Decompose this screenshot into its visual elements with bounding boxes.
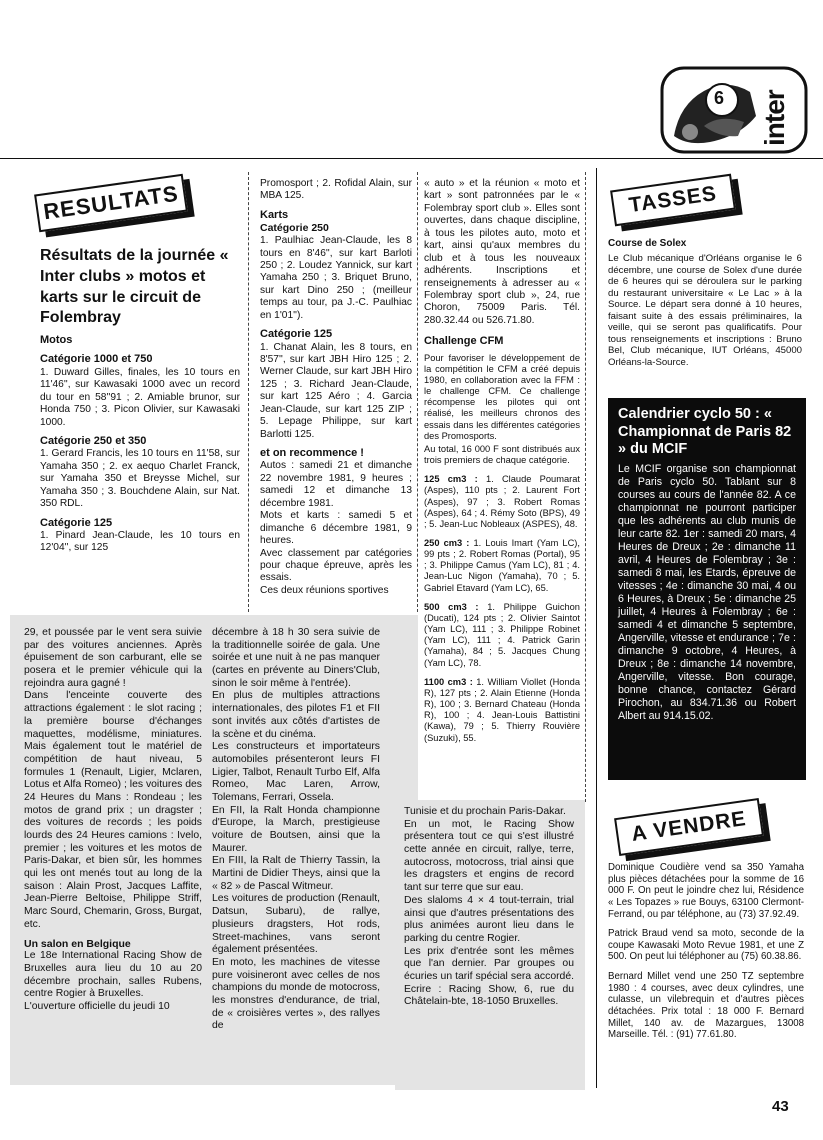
subheading: Motos xyxy=(40,334,73,346)
inter-logo xyxy=(660,66,808,154)
paragraph: Les voitures de production (Renault, Datsun, Subaru), de rallye, plusieurs dragsters, Hot rods, Street-machines, vans seront également présentées. xyxy=(212,893,380,956)
paragraph: 1. Gerard Francis, les 10 tours en 11'58, sur Yamaha 350 ; 2. ex aequo Charlet Franck, sur Yamaha 350 et Breysse Michel, sur Yamaha 350 ; 3. Bouchdene Alain, sur Nat. 350 RDL. xyxy=(40,448,240,510)
challenge-result-text: 1. Claude Poumarat (Aspes), 110 pts ; 2. Laurent Fort (Aspes), 97 ; 3. Robert Romas (Aspes), 64 ; 4. Rémy Soto (BPS), 49 ; 5. Jean-Luc Nobleaux (ASPES), 48. xyxy=(424,474,580,529)
subheading: Catégorie 125 xyxy=(40,516,113,529)
resultats-banner: RESULTATS xyxy=(34,174,188,233)
paragraph: En un mot, le Racing Show présentera tout ce qui s'est illustré cette année en circuit, rallye, terre, autocross, motocross, trial ainsi que les dragsters et engins de record tant sur terre que sur eau. xyxy=(404,818,574,894)
paragraph: Les prix d'entrée sont les mêmes que l'an dernier. Par groupes ou écuries un tarif spécial sera accordé. Ecrire : Racing Show, 6, rue du Châtelain-bte, 18-1050 Bruxelles. xyxy=(404,945,574,1008)
subheading: Un salon en Belgique xyxy=(24,937,131,950)
paragraph: Le 18e International Racing Show de Bruxelles aura lieu du 10 au 20 décembre prochain, salles Rubens, centre Rogier à Bruxelles. xyxy=(24,950,202,1000)
challenge-result-category: 250 cm3 : xyxy=(424,538,470,548)
resultats-column-1 xyxy=(40,328,240,555)
avendre-column xyxy=(608,862,804,1049)
header-rule xyxy=(0,158,823,159)
avendre-banner: A VENDRE xyxy=(614,798,764,856)
paragraph: Dans l'enceinte couverte des attractions également : le slot racing ; la première bourse d'échanges maquettes, modélisme, miniatures. Mais également tout le matériel de compétition de haut niveau, 5 formules 1 (Renault, Ligier, Mclaren, Lotus et Alfa Romeo) ; les voitures des 24 Heures du Mans : Rondeau ; les motos de grand prix ; un dragster ; des voitures de records ; les poids lourds des 24 Heures camions : Ivelo, premier ; les voitures et les motos de Paris-Dakar, et bien sûr, les hommes qui les ont menés tout au long de la saison : Alain Prost, Jacques Laffite, Jean-Pierre Beltoise, Philippe Striff, Marc Sourd, Chemarin, Gross, Burgat, etc. xyxy=(24,690,202,930)
separator-dashed xyxy=(417,172,418,612)
racing-column-3 xyxy=(404,806,574,1009)
classified-ad: Dominique Coudière vend sa 350 Yamaha plus pièces détachées pour la somme de 16 000 F. On peut le joindre chez lui, Résidence « Les Topazes » rue Bouys, 63100 Clermont-Ferrand, ou par téléphone, au (73) 37.92.49. xyxy=(608,862,804,920)
subheading: et on recommence ! xyxy=(260,447,364,460)
challenge-result-category: 1100 cm3 : xyxy=(424,676,473,687)
paragraph: 29, et poussée par le vent sera suivie par des voitures anciennes. Après épuisement de son carburant, elle se posera et le premier véhicule qui la rejoindra aura gagné ! xyxy=(24,627,202,689)
resultats-column-2 xyxy=(260,178,412,597)
subheading: Karts xyxy=(260,208,289,221)
challenge-result xyxy=(424,474,580,530)
calendrier-title: Calendrier cyclo 50 : « Championnat de Paris 82 » du MCIF xyxy=(618,406,792,458)
separator-dashed xyxy=(248,172,249,612)
paragraph: Tunisie et du prochain Paris-Dakar. xyxy=(404,806,566,817)
resultats-headline: Résultats de la journée « Inter clubs » motos et karts sur le circuit de Folembray xyxy=(40,247,229,327)
challenge-results xyxy=(424,474,580,743)
tasses-column xyxy=(608,238,802,368)
subheading: Catégorie 250 xyxy=(260,222,329,235)
tasses-title: Course de Solex xyxy=(608,238,687,249)
paragraph: 1. Chanat Alain, les 8 tours, en 8'57'', sur kart JBH Hiro 125 ; 2. Werner Claude, sur kart JBH Hiro 125 ; 3. Richard Jean-Claude, sur kart 125 Aéro ; 4. Garcia Jean-Claude, sur kart 125 ZIP ; 5. Lepage Philippe, sur kart Barlotti 125. xyxy=(260,341,412,440)
subheading: Catégorie 125 xyxy=(260,328,333,341)
tasses-body: Le Club mécanique d'Orléans organise le 6 décembre, une course de Solex d'une durée de 6 heures qui se déroulera sur le parking du restaurant universitaire « Le Lac » à la Source. Le départ sera donné à 10 heures, faisant suite à des essais préliminaires, la veille, qui se seront pas qualificatifs. Pour tous renseignements et inscriptions : Bruno Bel, Club mécanique, IUT Orléans, 45000 Orléans-la-Source. xyxy=(608,253,802,368)
challenge-result-text: 1. Philippe Guichon (Ducati), 124 pts ; 2. Olivier Saintot (Yam LC), 111 ; 3. Philippe Robinet (Yam LC), 111 ; 4. Patrick Garin (Yamaha), 84 ; 5. Jacques Chung (Yam LC), 78. xyxy=(424,601,580,668)
paragraph: 1. Pinard Jean-Claude, les 10 tours en 12'04'', sur 125 xyxy=(40,530,240,554)
column-rule-right xyxy=(596,168,597,1088)
challenge-result-text: 1. Louis Imart (Yam LC), 99 pts ; 2. Robert Romas (Portal), 95 ; 3. Philippe Camus (Yam LC), 81 ; 4. Jean-Luc Nigon (Yamaha), 70 ; 5. Gabriel Etavard (Yam LC), 65. xyxy=(424,538,580,593)
classified-ad: Bernard Millet vend une 250 TZ septembre 1980 : 4 courses, avec deux cylindres, une culasse, un vilebrequin et d'autres pièces détachées. Prix total : 18 000 F. Bernard Millet, 140 av. de Mazargues, 13008 Marseille. Tél. : (91) 77.61.80. xyxy=(608,971,804,1041)
logo-number: 6 xyxy=(714,88,725,108)
paragraph: décembre à 18 h 30 sera suivie de la traditionnelle soirée de gala. Une soirée et une nuit à ne pas manquer (cartes en prévente au Diners'Club, sinon le soir même à l'entrée). xyxy=(212,627,380,689)
subheading: Catégorie 250 et 350 xyxy=(40,435,147,447)
paragraph: Ces deux réunions sportives xyxy=(260,584,389,596)
challenge-result xyxy=(424,538,580,594)
challenge-intro: « auto » et la réunion « moto et kart » sont patronnées par le « Folembray sport club ». Elles sont ouvertes, dans chaque discipline, à tous les pilotes auto, moto et kart, ainsi qu'aux membres du club et à tous les nouveaux adhérents. Inscriptions et renseignements à adresser au « Folembray sport club », 24, rue Choron, 75009 Paris. Tél. 280.32.44 ou 526.71.80. xyxy=(424,178,580,326)
paragraph: Les constructeurs et importateurs automobiles présenteront leurs FI Ligier, Talbot, Renault Turbo Elf, Alfa Romeo, Mac Laren, Arrow, Tolemans, Ferrari, Ossela. xyxy=(212,741,380,803)
subheading: Catégorie 1000 et 750 xyxy=(40,353,153,366)
paragraph: En moto, les machines de vitesse pure voisineront avec celles de nos champions du monde de motocross, les monstres d'endurance, de trial, de « croisières vertes », des rallyes de xyxy=(212,956,380,1032)
paragraph: En FII, la Ralt Honda championne d'Europe, la March, prestigieuse voiture de Boutsen, ainsi que la Maurer. xyxy=(212,804,380,854)
calendrier-body: Le MCIF organise son championnat de Paris cyclo 50. Tablant sur 8 courses au cours de l'année 82. A ce championnat ne pourront participer que les adhérents au club munis de leur carte 82. 1er : samedi 20 mars, 4 Heures de Dreux ; 2e : dimanche 11 avril, 4 Heures de Folembray ; 3e : samedi 8 mai, les Etards, épreuve de vitesses ; 4e : dimanche 30 mai, 4 ou 6 Heures, à Dreux ; 5e : dimanche 25 juillet, 4 Heures à Folembray ; 6e : samedi 4 et dimanche 5 septembre, Angerville, vitesse et endurance ; 7e : dimanche 9 octobre, 4 Heures, à Dreux ; 8e : dimanche 14 novembre, Angerville, vitesse. Bon courage, bonne chance, contactez Gérard Pirochon, au 834.71.36 ou Robert Albert au 914.15.02. xyxy=(618,463,796,723)
challenge-result-category: 500 cm3 : xyxy=(424,601,479,612)
paragraph: Mots et karts : samedi 5 et dimanche 6 décembre 1981, 9 heures. xyxy=(260,510,412,547)
classified-ad: Patrick Braud vend sa moto, seconde de la coupe Kawasaki Moto Revue 1981, et une Z 500. On peut lui téléphoner au (75) 60.38.86. xyxy=(608,928,804,963)
challenge-result-text: 1. William Viollet (Honda R), 127 pts ; 2. Alain Etienne (Honda R), 100 ; 3. Bernard Chateau (Honda R), 100 ; 4. Jean-Louis Battistini (Kawa), 79 ; 5. Thierry Rouvière (Suzuki), 55. xyxy=(424,676,580,743)
paragraph: En plus de multiples attractions internationales, des pilotes F1 et FII sont invités aux côtés d'artistes de la scène et du cinéma. xyxy=(212,690,380,740)
page-number: 43 xyxy=(772,1098,789,1115)
racing-column-1 xyxy=(24,627,202,1014)
tasses-banner: TASSES xyxy=(610,174,736,227)
paragraph: En FIII, la Ralt de Thierry Tassin, la Martini de Didier Theys, ainsi que la « 82 » de Pascal Witmeur. xyxy=(212,855,380,892)
paragraph: L'ouverture officielle du jeudi 10 xyxy=(24,1001,170,1013)
racing-column-2 xyxy=(212,627,380,1033)
paragraph: Autos : samedi 21 et dimanche 22 novembre 1981, 9 heures ; samedi 12 et dimanche 13 décembre 1981. xyxy=(260,460,412,509)
challenge-result-category: 125 cm3 : xyxy=(424,474,478,485)
calendrier-box xyxy=(608,398,806,780)
paragraph: Avec classement par catégories pour chaque épreuve, après les essais. xyxy=(260,547,412,584)
challenge-result xyxy=(424,677,580,744)
paragraph: Des slaloms 4 × 4 tout-terrain, trial ainsi que d'autres présentations des plus animées auront lieu dans le parking du centre Rogier. xyxy=(404,894,574,944)
paragraph: 1. Paulhiac Jean-Claude, les 8 tours en 8'46'', sur kart Barloti 250 ; 2. Loudez Yannick, sur kart Yamaha 250 ; 3. Briquet Bruno, sur kart Dino 250 ; (meilleur temps au tour, pa J.-C. Paulhiac en 1'01''). xyxy=(260,235,412,321)
challenge-result xyxy=(424,602,580,669)
challenge-title: Challenge CFM xyxy=(424,335,504,348)
paragraph: Promosport ; 2. Rofidal Alain, sur MBA 125. xyxy=(260,178,412,202)
challenge-total: Au total, 16 000 F sont distribués aux trois premiers de chaque catégorie. xyxy=(424,443,580,466)
paragraph: 1. Duward Gilles, finales, les 10 tours en 11'46'', sur Kawasaki 1000 avec un record du tour en 58''91 ; 2. Amiable brunor, sur Honda 750 ; 3. Picon Olivier, sur Kawasaki 1000. xyxy=(40,366,240,428)
logo-text: inter xyxy=(759,90,790,146)
challenge-column xyxy=(424,178,580,744)
challenge-body: Pour favoriser le développement de la compétition le CFM a créé depuis 1980, en collaboration avec la FFM : le challenge CFM. Ce challenge récompense les pilotes qui ont réalisé, les meilleurs chronos des essais dans les différentes catégories des Promosports. xyxy=(424,352,580,441)
separator-dashed xyxy=(585,172,586,802)
